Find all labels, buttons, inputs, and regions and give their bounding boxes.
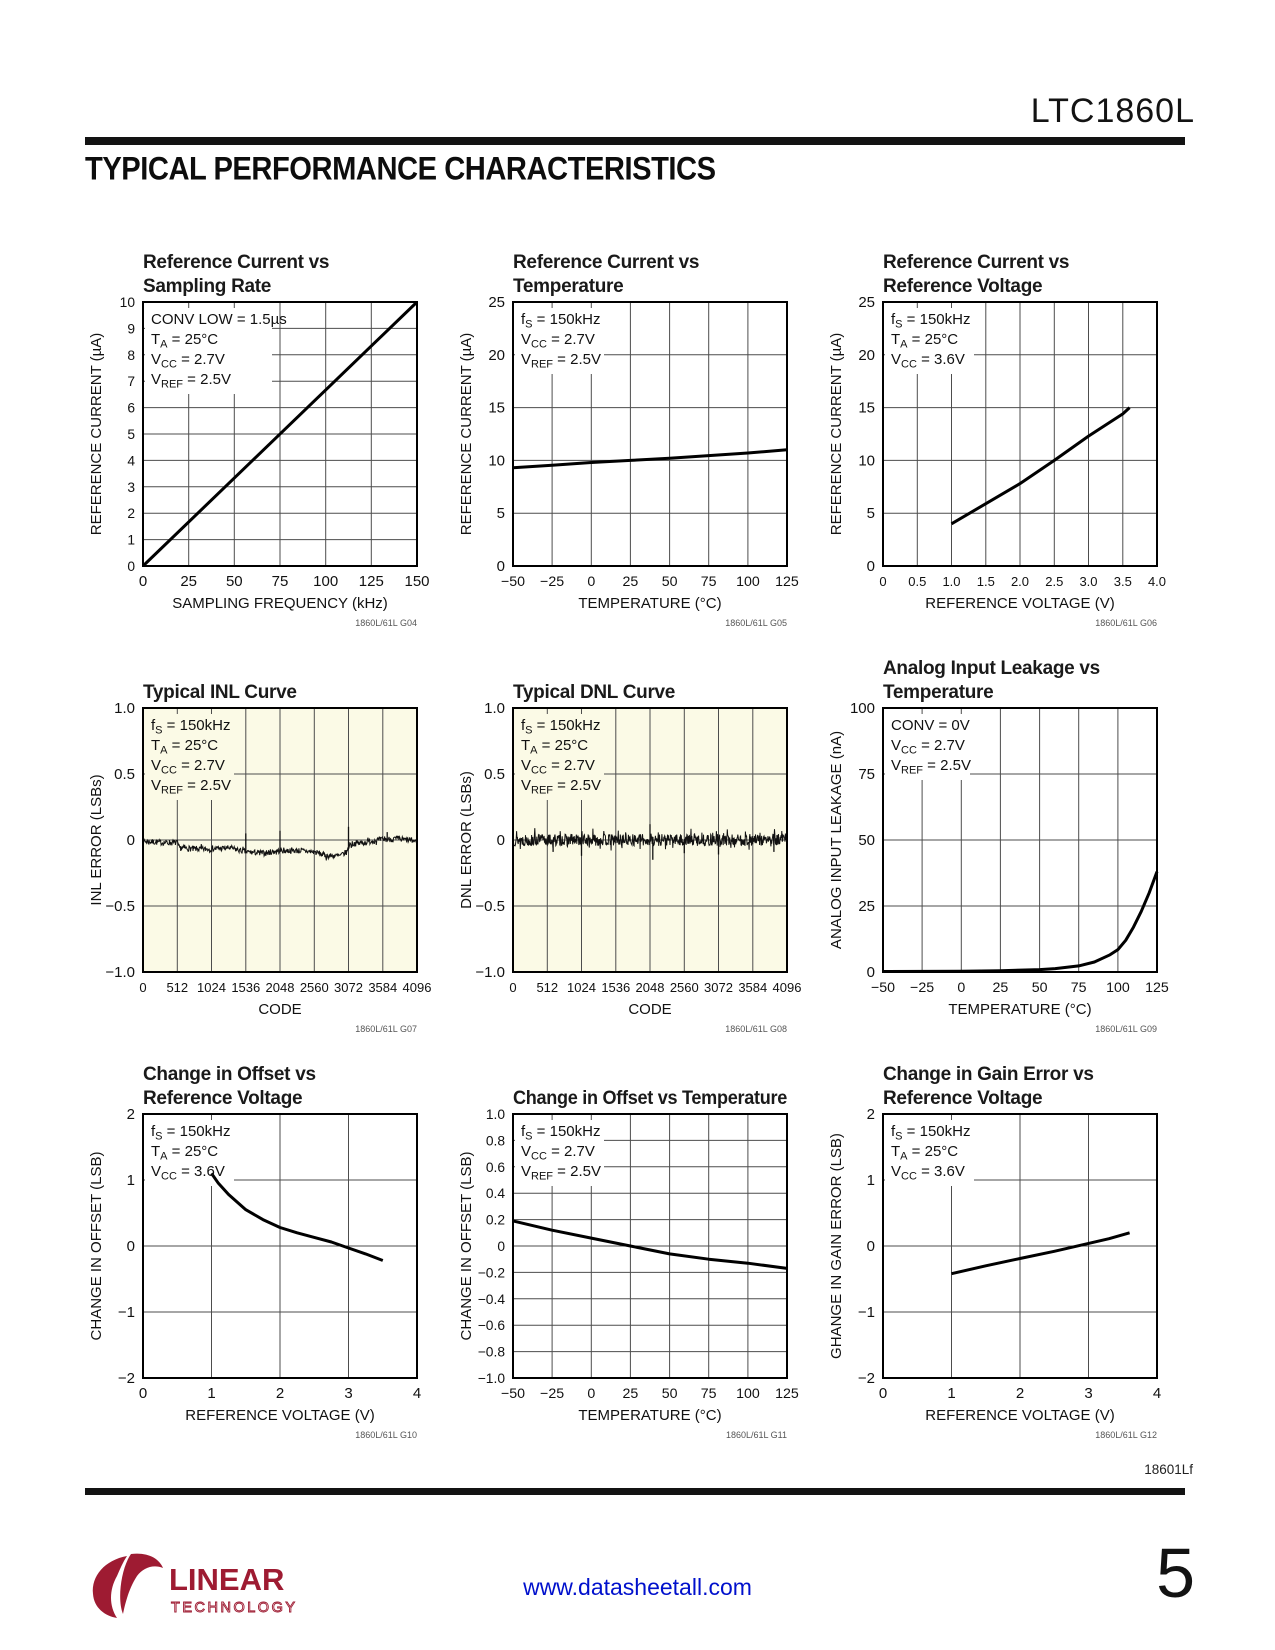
svg-text:Reference Voltage: Reference Voltage <box>883 1088 1043 1109</box>
svg-text:REFERENCE VOLTAGE (V): REFERENCE VOLTAGE (V) <box>185 1407 375 1424</box>
svg-text:fS = 150kHz: $f_S = 150kHz$ <box>891 1123 971 1143</box>
svg-text:VCC = 2.7V: $V_{CC} = 2.7V$ <box>521 757 595 777</box>
svg-text:VCC = 3.6V: $V_{CC} = 3.6V$ <box>891 1163 965 1183</box>
svg-text:GHANGE IN GAIN ERROR (LSB): GHANGE IN GAIN ERROR (LSB) <box>828 1133 845 1359</box>
svg-text:1860L/61L G07: 1860L/61L G07 <box>355 1024 417 1034</box>
svg-text:1.5: 1.5 <box>976 574 995 589</box>
svg-text:−0.8: −0.8 <box>477 1344 505 1360</box>
svg-text:75: 75 <box>700 574 717 590</box>
svg-text:0: 0 <box>587 1386 596 1402</box>
svg-text:VCC = 3.6V: $V_{CC} = 3.6V$ <box>151 1163 225 1183</box>
svg-text:25: 25 <box>858 898 875 915</box>
svg-text:TA = 25°C: $T_A = 25^\circ C$ <box>151 1143 219 1163</box>
svg-text:−0.5: −0.5 <box>105 898 135 915</box>
svg-text:fS = 150kHz: $f_S = 150kHz$ <box>891 311 971 331</box>
svg-text:1024: 1024 <box>197 980 226 995</box>
svg-text:0: 0 <box>879 574 887 589</box>
chart-figure <box>85 228 447 632</box>
svg-text:−0.5: −0.5 <box>475 898 505 915</box>
svg-text:0.5: 0.5 <box>484 766 505 783</box>
svg-text:5: 5 <box>866 505 875 523</box>
svg-text:1: 1 <box>127 532 135 548</box>
svg-text:TEMPERATURE (°C): TEMPERATURE (°C) <box>578 1407 722 1424</box>
svg-text:2.5: 2.5 <box>1045 574 1064 589</box>
svg-text:4: 4 <box>412 1385 422 1402</box>
svg-text:REFERENCE CURRENT (µA): REFERENCE CURRENT (µA) <box>828 332 845 536</box>
svg-text:fS = 150kHz: $f_S = 150kHz$ <box>521 717 601 737</box>
svg-text:25: 25 <box>858 294 875 311</box>
svg-text:0: 0 <box>496 832 505 849</box>
svg-text:2048: 2048 <box>265 980 295 995</box>
section-title: TYPICAL PERFORMANCE CHARACTERISTICS <box>85 150 716 188</box>
svg-text:−50: −50 <box>500 574 526 590</box>
chart-figure <box>825 228 1187 632</box>
chart-figure <box>825 1040 1187 1444</box>
svg-text:1860L/61L G05: 1860L/61L G05 <box>725 618 787 628</box>
page-number: 5 <box>1156 1534 1195 1612</box>
svg-text:VCC = 2.7V: $V_{CC} = 2.7V$ <box>521 1143 595 1163</box>
document-title: LTC1860L <box>1030 92 1195 130</box>
svg-text:1: 1 <box>947 1385 956 1402</box>
chart-typical-inl-curve <box>85 634 455 1040</box>
svg-text:VREF = 2.5V: $V_{REF} = 2.5V$ <box>151 371 231 391</box>
svg-text:1860L/61L G08: 1860L/61L G08 <box>725 1024 787 1034</box>
svg-text:CONV = 0V: CONV = 0V <box>891 717 970 734</box>
svg-text:1.0: 1.0 <box>485 1107 505 1122</box>
svg-text:Typical DNL Curve: Typical DNL Curve <box>513 682 676 703</box>
svg-text:fS = 150kHz: $f_S = 150kHz$ <box>151 717 231 737</box>
svg-text:Typical INL Curve: Typical INL Curve <box>143 682 297 703</box>
svg-text:1536: 1536 <box>601 980 631 995</box>
svg-text:1: 1 <box>126 1172 135 1189</box>
chart-change-in-gain-error-vs-reference-voltage <box>825 1040 1195 1446</box>
svg-text:1536: 1536 <box>231 980 261 995</box>
svg-text:CODE: CODE <box>628 1001 672 1018</box>
svg-text:VCC = 2.7V: $V_{CC} = 2.7V$ <box>151 351 225 371</box>
svg-text:100: 100 <box>849 700 875 717</box>
svg-text:DNL ERROR (LSBs): DNL ERROR (LSBs) <box>458 771 475 909</box>
svg-text:0.6: 0.6 <box>485 1159 505 1175</box>
svg-text:2: 2 <box>126 1106 135 1123</box>
svg-text:8: 8 <box>127 347 135 363</box>
svg-text:100: 100 <box>736 574 760 590</box>
svg-text:−1.0: −1.0 <box>105 964 135 981</box>
svg-text:0: 0 <box>127 559 135 574</box>
svg-text:TA = 25°C: $T_A = 25^\circ C$ <box>891 1143 959 1163</box>
chart-analog-input-leakage-vs-temperature <box>825 634 1195 1040</box>
svg-text:Temperature: Temperature <box>883 682 994 703</box>
svg-text:REFERENCE VOLTAGE (V): REFERENCE VOLTAGE (V) <box>925 595 1115 612</box>
svg-text:100: 100 <box>736 1386 760 1402</box>
chart-change-in-offset-vs-reference-voltage <box>85 1040 455 1446</box>
svg-text:REFERENCE VOLTAGE (V): REFERENCE VOLTAGE (V) <box>925 1407 1115 1424</box>
svg-text:VREF = 2.5V: $V_{REF} = 2.5V$ <box>521 351 601 371</box>
svg-text:−0.2: −0.2 <box>477 1265 505 1281</box>
svg-text:VCC = 2.7V: $V_{CC} = 2.7V$ <box>151 757 225 777</box>
document-code: 18601Lf <box>1144 1462 1193 1477</box>
svg-text:512: 512 <box>536 980 559 995</box>
svg-text:Change in Gain Error vs: Change in Gain Error vs <box>883 1064 1094 1085</box>
svg-text:−2: −2 <box>857 1370 875 1387</box>
svg-text:Reference Voltage: Reference Voltage <box>143 1088 303 1109</box>
svg-text:2: 2 <box>1015 1385 1025 1402</box>
svg-text:CODE: CODE <box>258 1001 302 1018</box>
svg-text:0.2: 0.2 <box>485 1212 505 1228</box>
svg-text:0: 0 <box>866 964 875 981</box>
svg-text:1860L/61L G11: 1860L/61L G11 <box>725 1430 787 1440</box>
chart-reference-current-vs-temperature <box>455 228 825 634</box>
svg-text:fS = 150kHz: $f_S = 150kHz$ <box>521 1123 601 1143</box>
svg-text:2: 2 <box>275 1385 285 1402</box>
svg-text:512: 512 <box>166 980 189 995</box>
svg-text:TA = 25°C: $T_A = 25^\circ C$ <box>151 737 219 757</box>
svg-text:75: 75 <box>700 1386 717 1402</box>
svg-text:fS = 150kHz: $f_S = 150kHz$ <box>521 311 601 331</box>
svg-text:CHANGE IN OFFSET (LSB): CHANGE IN OFFSET (LSB) <box>88 1151 105 1341</box>
svg-text:−25: −25 <box>540 1386 565 1402</box>
svg-text:0: 0 <box>587 574 596 590</box>
svg-text:CONV LOW = 1.5µs: CONV LOW = 1.5µs <box>151 311 287 328</box>
svg-text:fS = 150kHz: $f_S = 150kHz$ <box>151 1123 231 1143</box>
svg-text:50: 50 <box>858 832 875 849</box>
svg-text:4: 4 <box>1152 1385 1162 1402</box>
svg-text:2560: 2560 <box>669 980 699 995</box>
svg-text:0: 0 <box>957 980 966 996</box>
svg-text:25: 25 <box>622 574 639 590</box>
svg-text:0: 0 <box>126 832 135 849</box>
svg-text:REFERENCE CURRENT (µA): REFERENCE CURRENT (µA) <box>458 332 475 536</box>
svg-text:125: 125 <box>358 573 384 590</box>
svg-text:4.0: 4.0 <box>1147 574 1167 589</box>
svg-text:Reference Current vs: Reference Current vs <box>143 252 330 273</box>
svg-text:VCC = 2.7V: $V_{CC} = 2.7V$ <box>891 737 965 757</box>
svg-text:REFERENCE CURRENT (µA): REFERENCE CURRENT (µA) <box>88 332 105 536</box>
svg-text:50: 50 <box>1031 980 1048 996</box>
svg-text:3: 3 <box>127 479 135 495</box>
svg-text:−0.4: −0.4 <box>477 1291 505 1307</box>
svg-text:0.5: 0.5 <box>114 766 135 783</box>
chart-figure <box>455 228 817 632</box>
svg-text:5: 5 <box>496 505 505 523</box>
svg-text:Analog Input Leakage vs: Analog Input Leakage vs <box>883 658 1100 679</box>
svg-text:VCC = 3.6V: $V_{CC} = 3.6V$ <box>891 351 965 371</box>
svg-text:10: 10 <box>858 452 875 470</box>
svg-text:2.0: 2.0 <box>1010 574 1030 589</box>
chart-reference-current-vs-reference-voltage <box>825 228 1195 634</box>
svg-text:50: 50 <box>661 574 678 590</box>
svg-text:−25: −25 <box>540 574 565 590</box>
logo-linear-text: LINEAR <box>169 1562 285 1597</box>
svg-text:VREF = 2.5V: $V_{REF} = 2.5V$ <box>891 757 971 777</box>
svg-text:3584: 3584 <box>738 980 768 995</box>
chart-figure <box>85 634 447 1038</box>
svg-text:4: 4 <box>127 453 135 469</box>
svg-text:0: 0 <box>866 558 875 575</box>
svg-text:Sampling Rate: Sampling Rate <box>143 276 272 297</box>
chart-figure <box>85 1040 447 1444</box>
svg-text:−1.0: −1.0 <box>475 964 505 981</box>
svg-text:1024: 1024 <box>567 980 596 995</box>
svg-text:Reference Current vs: Reference Current vs <box>883 252 1070 273</box>
svg-text:75: 75 <box>1070 980 1087 996</box>
svg-text:1.0: 1.0 <box>942 574 961 589</box>
svg-text:1860L/61L G04: 1860L/61L G04 <box>355 618 417 628</box>
svg-text:INL ERROR (LSBs): INL ERROR (LSBs) <box>88 774 105 906</box>
svg-text:3: 3 <box>1084 1385 1093 1402</box>
svg-text:50: 50 <box>225 573 243 590</box>
chart-reference-current-vs-sampling-rate <box>85 228 455 634</box>
svg-text:0.5: 0.5 <box>908 574 927 589</box>
svg-text:1.0: 1.0 <box>484 700 505 717</box>
svg-text:5: 5 <box>127 427 135 442</box>
svg-text:0.8: 0.8 <box>485 1133 505 1149</box>
svg-text:Temperature: Temperature <box>513 276 624 297</box>
svg-text:2: 2 <box>866 1106 875 1123</box>
svg-text:SAMPLING FREQUENCY (kHz): SAMPLING FREQUENCY (kHz) <box>172 595 388 612</box>
svg-text:15: 15 <box>488 399 505 417</box>
svg-text:VCC = 2.7V: $V_{CC} = 2.7V$ <box>521 331 595 351</box>
svg-text:TA = 25°C: $T_A = 25^\circ C$ <box>521 737 589 757</box>
svg-text:TA = 25°C: $T_A = 25^\circ C$ <box>151 331 219 351</box>
chart-typical-dnl-curve <box>455 634 825 1040</box>
svg-text:−0.6: −0.6 <box>477 1318 505 1334</box>
svg-text:0: 0 <box>138 1385 148 1402</box>
svg-text:0: 0 <box>138 573 148 590</box>
svg-text:25: 25 <box>992 980 1009 996</box>
svg-text:−2: −2 <box>117 1370 135 1387</box>
svg-text:7: 7 <box>127 374 135 390</box>
svg-text:Reference Current vs: Reference Current vs <box>513 252 700 273</box>
svg-text:2560: 2560 <box>299 980 329 995</box>
svg-text:TA = 25°C: $T_A = 25^\circ C$ <box>891 331 959 351</box>
svg-text:0: 0 <box>497 1239 505 1254</box>
svg-text:CHANGE IN OFFSET (LSB): CHANGE IN OFFSET (LSB) <box>458 1151 475 1341</box>
footer-rule <box>85 1488 1185 1495</box>
svg-text:100: 100 <box>313 573 339 590</box>
svg-text:2: 2 <box>127 506 135 522</box>
svg-text:−50: −50 <box>870 980 896 996</box>
svg-text:0.4: 0.4 <box>485 1186 505 1202</box>
svg-text:1.0: 1.0 <box>114 700 135 717</box>
logo-technology-text: TECHNOLOGY <box>171 1600 298 1616</box>
svg-text:VREF = 2.5V: $V_{REF} = 2.5V$ <box>151 777 231 797</box>
svg-text:0: 0 <box>866 1238 875 1255</box>
svg-text:75: 75 <box>271 573 289 590</box>
svg-text:Change in Offset vs Temperatur: Change in Offset vs Temperature <box>513 1088 787 1109</box>
svg-text:3584: 3584 <box>368 980 398 995</box>
svg-text:Change in Offset vs: Change in Offset vs <box>143 1064 316 1085</box>
svg-text:10: 10 <box>119 295 135 310</box>
svg-text:−1: −1 <box>117 1304 135 1321</box>
svg-text:150: 150 <box>404 573 430 590</box>
svg-text:20: 20 <box>488 346 505 364</box>
website-link[interactable]: www.datasheetall.com <box>523 1574 752 1600</box>
svg-text:50: 50 <box>661 1386 678 1402</box>
svg-text:25: 25 <box>180 573 198 590</box>
svg-text:−1.0: −1.0 <box>477 1371 505 1386</box>
svg-text:0: 0 <box>139 980 147 995</box>
svg-text:3: 3 <box>344 1385 353 1402</box>
svg-text:4096: 4096 <box>402 980 432 995</box>
svg-text:3072: 3072 <box>334 980 363 995</box>
svg-text:25: 25 <box>622 1386 639 1402</box>
chart-change-in-offset-vs-temperature <box>455 1040 825 1446</box>
svg-text:1: 1 <box>866 1172 875 1189</box>
svg-text:75: 75 <box>858 766 875 783</box>
svg-text:VREF = 2.5V: $V_{REF} = 2.5V$ <box>521 777 601 797</box>
svg-text:−50: −50 <box>500 1386 526 1402</box>
svg-text:1860L/61L G10: 1860L/61L G10 <box>355 1430 417 1440</box>
svg-text:10: 10 <box>488 452 505 470</box>
svg-text:1: 1 <box>207 1385 216 1402</box>
svg-text:0: 0 <box>509 980 517 995</box>
chart-figure <box>455 1040 817 1444</box>
svg-text:1860L/61L G09: 1860L/61L G09 <box>1095 1024 1157 1034</box>
svg-text:100: 100 <box>1106 980 1130 996</box>
svg-text:TEMPERATURE (°C): TEMPERATURE (°C) <box>948 1001 1092 1018</box>
svg-text:9: 9 <box>127 321 135 337</box>
charts-grid <box>85 228 1195 1446</box>
svg-text:0: 0 <box>878 1385 888 1402</box>
svg-text:Reference Voltage: Reference Voltage <box>883 276 1043 297</box>
svg-text:1860L/61L G12: 1860L/61L G12 <box>1095 1430 1157 1440</box>
header-rule <box>85 137 1185 145</box>
chart-figure <box>455 634 817 1038</box>
svg-text:25: 25 <box>488 294 505 311</box>
svg-text:1860L/61L G06: 1860L/61L G06 <box>1095 618 1157 628</box>
svg-text:−1: −1 <box>857 1304 875 1321</box>
svg-text:0: 0 <box>126 1238 135 1255</box>
svg-text:VREF = 2.5V: $V_{REF} = 2.5V$ <box>521 1163 601 1183</box>
svg-text:15: 15 <box>858 399 875 417</box>
svg-text:ANALOG INPUT LEAKAGE (nA): ANALOG INPUT LEAKAGE (nA) <box>828 730 845 950</box>
svg-text:125: 125 <box>775 1386 799 1402</box>
svg-text:6: 6 <box>127 400 135 416</box>
svg-text:125: 125 <box>1145 980 1169 996</box>
svg-text:125: 125 <box>775 574 799 590</box>
svg-text:3.0: 3.0 <box>1079 574 1098 589</box>
svg-text:2048: 2048 <box>635 980 665 995</box>
svg-text:4096: 4096 <box>772 980 802 995</box>
chart-figure <box>825 634 1187 1038</box>
svg-text:3072: 3072 <box>704 980 733 995</box>
svg-text:−25: −25 <box>910 980 935 996</box>
svg-text:0: 0 <box>496 558 505 575</box>
svg-text:20: 20 <box>858 346 875 364</box>
svg-text:3.5: 3.5 <box>1113 574 1132 589</box>
svg-text:TEMPERATURE (°C): TEMPERATURE (°C) <box>578 595 722 612</box>
